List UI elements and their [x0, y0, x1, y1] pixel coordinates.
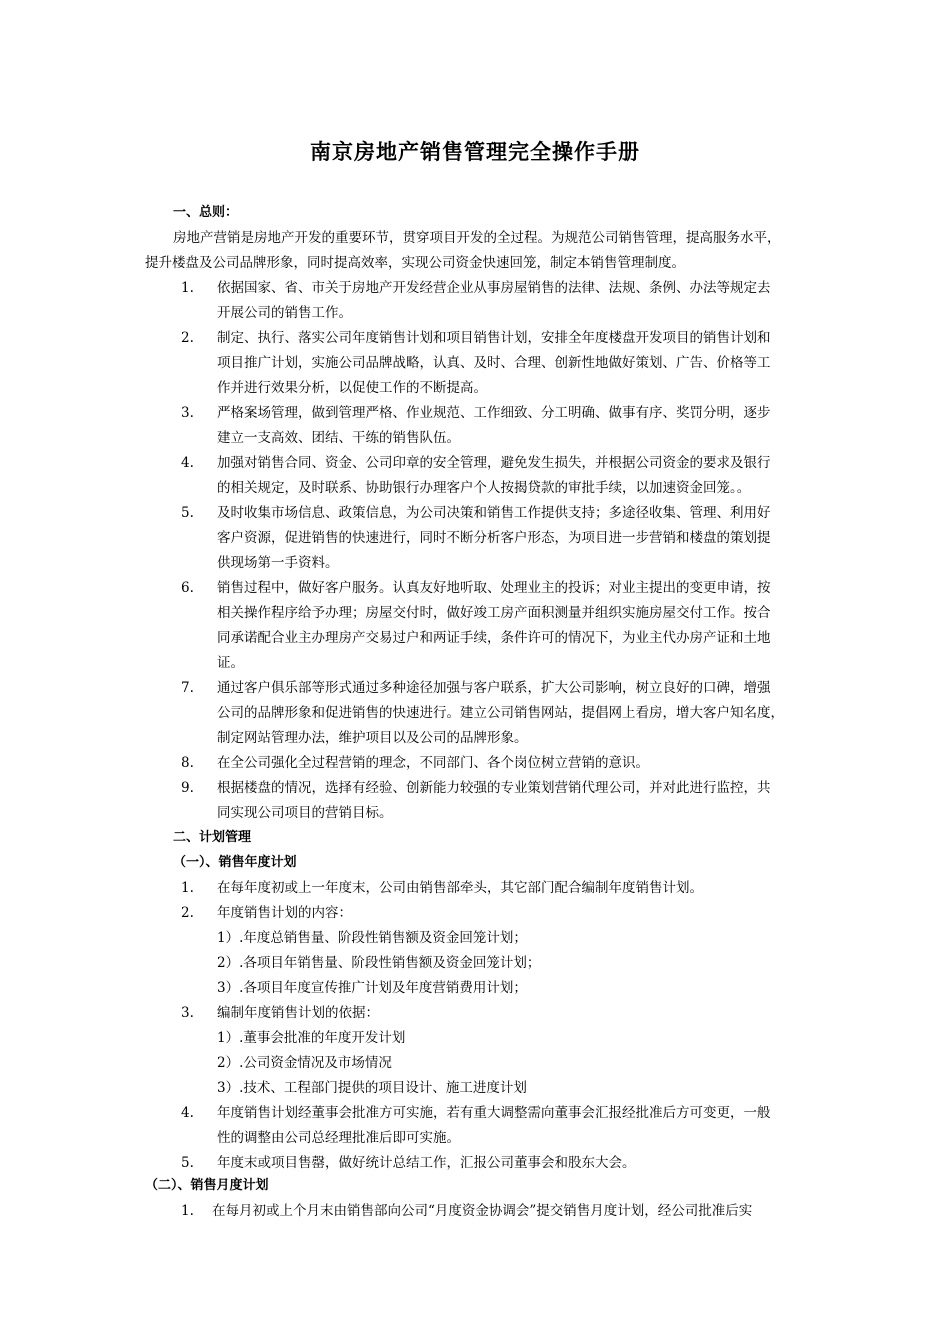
sub-list-item: 1）.董事会批准的年度开发计划 [217, 1030, 406, 1046]
list-item-line: 根据楼盘的情况，选择有经验、创新能力较强的专业策划营销代理公司，并对此进行监控，共 [217, 780, 771, 796]
list-item-line: 同承诺配合业主办理房产交易过户和两证手续，条件许可的情况下，为业主代办房产证和土地 [217, 630, 771, 646]
sub-list-item: 2）.公司资金情况及市场情况 [217, 1055, 392, 1071]
list-number: 1. [181, 880, 194, 896]
sub-list-item: 1）.年度总销售量、阶段性销售额及资金回笼计划； [217, 930, 527, 946]
sub-list-item: 2）.各项目年销售量、阶段性销售额及资金回笼计划； [217, 955, 541, 971]
list-item-line: 性的调整由公司总经理批准后即可实施。 [217, 1130, 460, 1146]
list-item-line: 销售过程中，做好客户服务。认真友好地听取、处理业主的投诉；对业主提出的变更申请，按 [217, 580, 771, 596]
list-number: 6. [181, 580, 194, 596]
subsection-heading-annual: （一）、销售年度计划 [173, 855, 297, 870]
list-number: 8. [181, 755, 194, 771]
page-title: 南京房地产销售管理完全操作手册 [310, 140, 640, 164]
list-item-line: 相关操作程序给予办理；房屋交付时，做好竣工房产面积测量并组织实施房屋交付工作。按合 [217, 605, 771, 621]
intro-line: 提升楼盘及公司品牌形象，同时提高效率，实现公司资金快速回笼，制定本销售管理制度。 [145, 255, 685, 271]
list-number: 4. [181, 1105, 194, 1121]
section-heading-plan: 二、计划管理 [173, 830, 252, 845]
list-item-line: 项目推广计划，实施公司品牌战略，认真、及时、合理、创新性地做好策划、广告、价格等工 [217, 355, 771, 371]
list-item-line: 通过客户俱乐部等形式通过多种途径加强与客户联系，扩大公司影响，树立良好的口碑，增强 [217, 680, 771, 696]
list-item-line: 年度末或项目售罄，做好统计总结工作，汇报公司董事会和股东大会。 [217, 1155, 636, 1171]
list-number: 9. [181, 780, 194, 796]
list-item-line: 证。 [217, 655, 244, 671]
list-item-line: 开展公司的销售工作。 [217, 305, 352, 321]
list-item-line: 制定、执行、落实公司年度销售计划和项目销售计划，安排全年度楼盘开发项目的销售计划和 [217, 330, 771, 346]
list-number: 4. [181, 455, 194, 471]
list-item-line: 的相关规定，及时联系、协助银行办理客户个人按揭贷款的审批手续，以加速资金回笼。。 [217, 480, 751, 496]
list-item-line: 制定网站管理办法，维护项目以及公司的品牌形象。 [217, 730, 528, 746]
list-item-line: 作并进行效果分析，以促使工作的不断提高。 [217, 380, 487, 396]
list-item-line: 编制年度销售计划的依据： [217, 1005, 379, 1021]
list-item-line: 严格案场管理，做到管理严格、作业规范、工作细致、分工明确、做事有序、奖罚分明，逐步 [217, 405, 771, 421]
list-item-line: 客户资源，促进销售的快速进行，同时不断分析客户形态，为项目进一步营销和楼盘的策划提 [217, 530, 771, 546]
list-item-line: 在每月初或上个月末由销售部向公司“月度资金协调会”提交销售月度计划，经公司批准后实 [212, 1203, 753, 1219]
list-item-line: 及时收集市场信息、政策信息，为公司决策和销售工作提供支持；多途径收集、管理、利用好 [217, 505, 771, 521]
list-number: 3. [181, 405, 194, 421]
subsection-heading-monthly: （二）、销售月度计划 [145, 1178, 269, 1193]
list-number: 2. [181, 330, 194, 346]
sub-list-item: 3）.各项目年度宣传推广计划及年度营销费用计划； [217, 980, 527, 996]
list-item-line: 建立一支高效、团结、干练的销售队伍。 [217, 430, 460, 446]
sub-list-item: 3）.技术、工程部门提供的项目设计、施工进度计划 [217, 1080, 527, 1096]
list-item-line: 年度销售计划经董事会批准方可实施，若有重大调整需向董事会汇报经批准后方可变更，一般 [217, 1105, 771, 1121]
list-item-line: 在每年度初或上一年度末，公司由销售部牵头，其它部门配合编制年度销售计划。 [217, 880, 703, 896]
list-number: 1. [181, 1203, 194, 1219]
list-item-line: 同实现公司项目的营销目标。 [217, 805, 393, 821]
list-item-line: 公司的品牌形象和促进销售的快速进行。建立公司销售网站，提倡网上看房，增大客户知名度， [217, 705, 784, 721]
list-item-line: 年度销售计划的内容： [217, 905, 352, 921]
section-heading-general: 一、总则： [173, 205, 239, 220]
list-number: 1. [181, 280, 194, 296]
list-number: 7. [181, 680, 194, 696]
list-number: 5. [181, 1155, 194, 1171]
list-number: 5. [181, 505, 194, 521]
list-item-line: 供现场第一手资料。 [217, 555, 339, 571]
list-number: 3. [181, 1005, 194, 1021]
list-item-line: 在全公司强化全过程营销的理念，不同部门、各个岗位树立营销的意识。 [217, 755, 649, 771]
list-item-line: 加强对销售合同、资金、公司印章的安全管理，避免发生损失，并根据公司资金的要求及银行 [217, 455, 771, 471]
intro-line: 房地产营销是房地产开发的重要环节，贯穿项目开发的全过程。为规范公司销售管理，提高服务水平， [173, 230, 781, 246]
list-number: 2. [181, 905, 194, 921]
list-item-line: 依据国家、省、市关于房地产开发经营企业从事房屋销售的法律、法规、条例、办法等规定去 [217, 280, 771, 296]
